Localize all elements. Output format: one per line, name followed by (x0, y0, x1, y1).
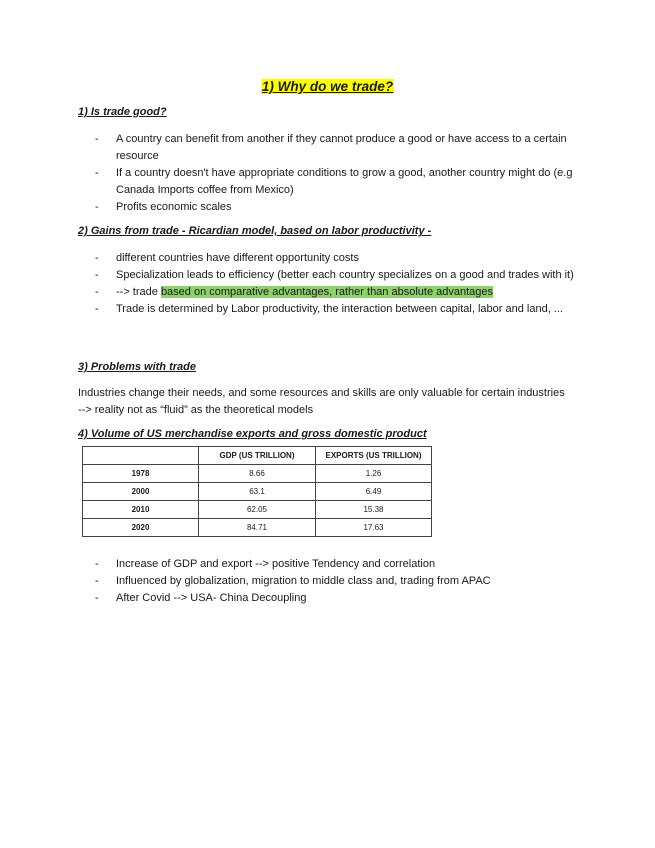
table-header-cell: GDP (US TRILLION) (199, 447, 316, 465)
bullet-dash: - (95, 167, 99, 179)
table-cell: 6.49 (316, 483, 432, 501)
list-item-text: If a country doesn't have appropriate conditions to grow a good, another country might do (e.g Canada Imports coffee from Mexico) (116, 167, 573, 196)
table-cell: 63.1 (199, 483, 316, 501)
list-item (95, 131, 575, 165)
list-item-text: A country can benefit from another if they cannot produce a good or have access to a certain resource (116, 133, 567, 162)
document-title-wrap (0, 78, 655, 96)
section-1-list (95, 131, 575, 216)
section-1-heading: 1) Is trade good? (78, 106, 167, 118)
table-cell-year: 2020 (83, 519, 199, 537)
list-item (95, 590, 575, 607)
list-item-text: Trade is determined by Labor productivity, the interaction between capital, labor and land, ... (116, 303, 563, 315)
list-item-text: --> trade (116, 286, 161, 298)
list-item (95, 199, 575, 216)
list-item-text: Profits economic scales (116, 201, 232, 213)
table-cell-year: 2010 (83, 501, 199, 519)
list-item (95, 267, 575, 284)
section-4-list (95, 556, 575, 607)
bullet-dash: - (95, 303, 99, 315)
list-item-highlighted (95, 284, 575, 301)
list-item-text: Specialization leads to efficiency (better each country specializes on a good and trades with it) (116, 269, 574, 281)
bullet-dash: - (95, 575, 99, 587)
table-row (83, 483, 432, 501)
list-item (95, 301, 575, 318)
bullet-dash: - (95, 286, 99, 298)
section-4-heading: 4) Volume of US merchandise exports and gross domestic product (78, 428, 427, 440)
bullet-dash: - (95, 133, 99, 145)
bullet-dash: - (95, 269, 99, 281)
list-item (95, 556, 575, 573)
table-cell: 8.66 (199, 465, 316, 483)
data-table (82, 446, 432, 537)
table-cell: 62.05 (199, 501, 316, 519)
highlighted-text: based on comparative advantages, rather than absolute advantages (160, 286, 493, 298)
section-2-heading: 2) Gains from trade - Ricardian model, based on labor productivity - (78, 225, 432, 237)
bullet-dash: - (95, 558, 99, 570)
list-item (95, 165, 575, 199)
list-item-text: different countries have different opportunity costs (116, 252, 359, 264)
table-header-cell (83, 447, 199, 465)
list-item-text: After Covid --> USA- China Decoupling (116, 592, 307, 604)
document-title: 1) Why do we trade? (261, 79, 394, 94)
table-cell: 84.71 (199, 519, 316, 537)
bullet-dash: - (95, 201, 99, 213)
bullet-dash: - (95, 252, 99, 264)
table-cell-year: 2000 (83, 483, 199, 501)
table-cell: 1.26 (316, 465, 432, 483)
list-item-text: Increase of GDP and export --> positive Tendency and correlation (116, 558, 436, 570)
table-header-cell: EXPORTS (US TRILLION) (316, 447, 432, 465)
table-row (83, 501, 432, 519)
table-header-row (83, 447, 432, 465)
list-item (95, 573, 575, 590)
table-row (83, 465, 432, 483)
list-item-text: Influenced by globalization, migration to middle class and, trading from APAC (116, 575, 491, 587)
list-item (95, 250, 575, 267)
table-cell: 15.38 (316, 501, 432, 519)
bullet-dash: - (95, 592, 99, 604)
section-3-heading: 3) Problems with trade (78, 361, 196, 373)
table-row (83, 519, 432, 537)
table-cell-year: 1978 (83, 465, 199, 483)
section-3-paragraph: Industries change their needs, and some resources and skills are only valuable for certain industries --> reality not as “fluid” as the theoretical models (78, 387, 565, 416)
section-2-list (95, 250, 575, 318)
table-cell: 17.63 (316, 519, 432, 537)
